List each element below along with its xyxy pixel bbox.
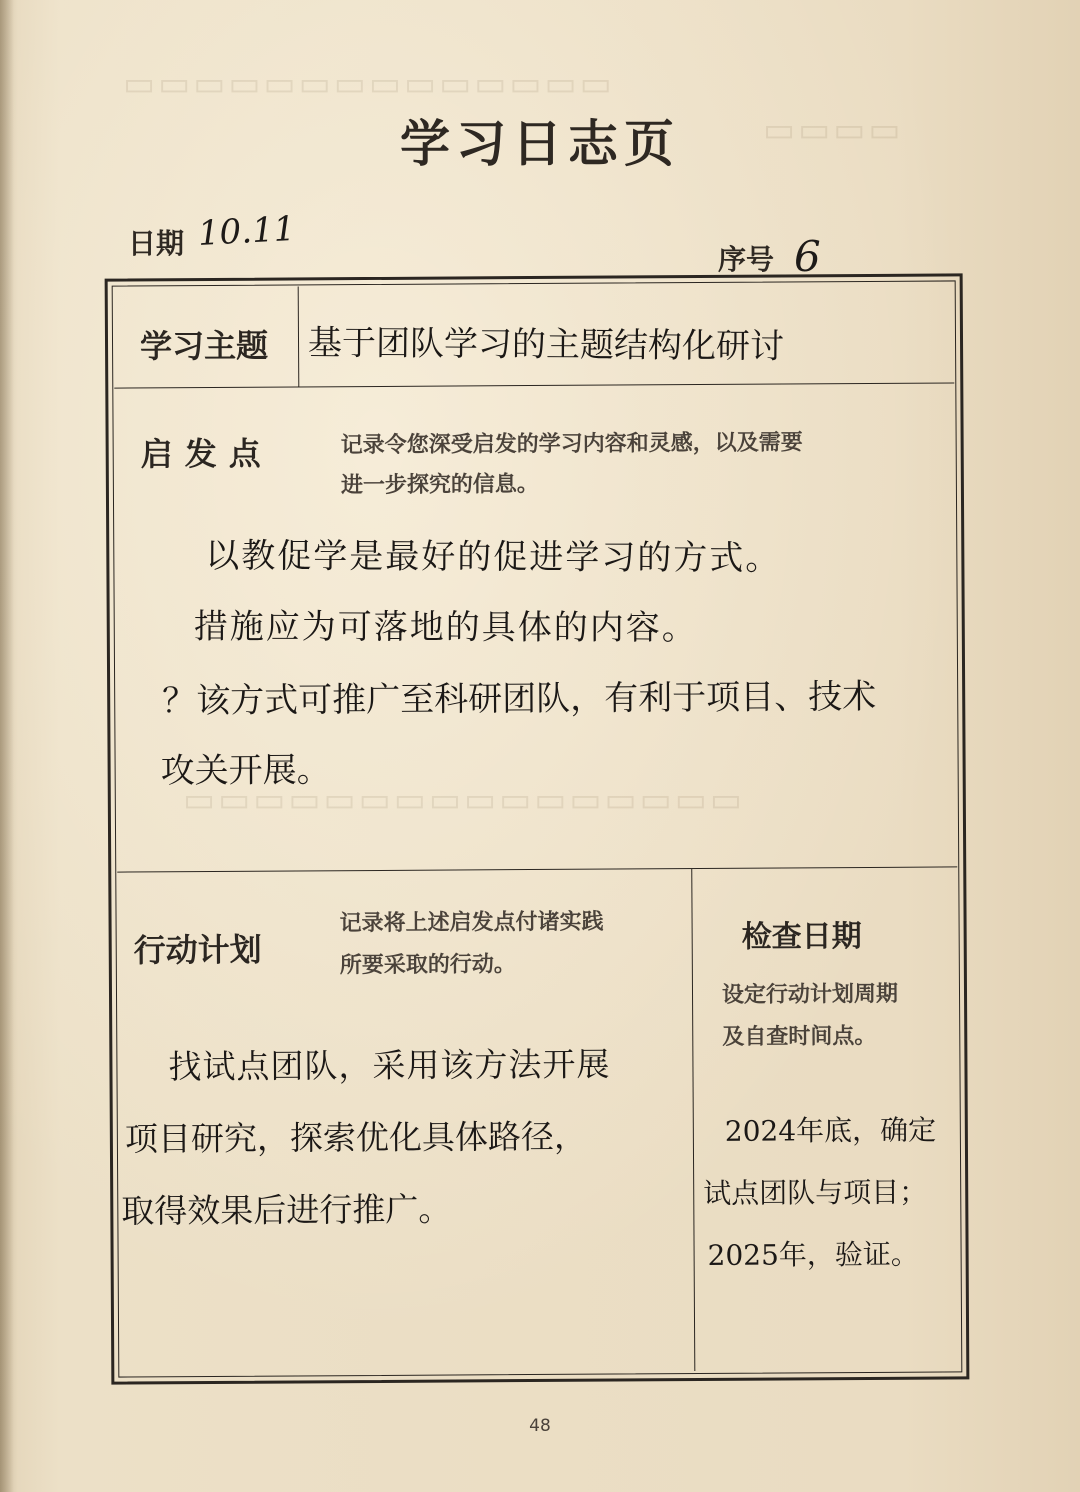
check-date-line-2: 试点团队与项目；	[703, 1175, 928, 1210]
action-plan-line-3: 取得效果后进行推广。	[121, 1189, 452, 1231]
seq-label: 序号	[718, 243, 775, 276]
action-plan-label: 行动计划	[133, 930, 262, 970]
action-plan-hint-line-1: 记录将上述启发点付诸实践	[339, 909, 604, 937]
bleed-through-decoration: ▭▭▭▭	[760, 110, 901, 150]
action-plan-hint-line-2: 所要采取的行动。	[339, 952, 516, 979]
topic-value: 基于团队学习的主题结构化研讨	[307, 323, 785, 367]
check-date-hint-line-1: 设定行动计划周期	[721, 981, 899, 1008]
bleed-through-decoration: ▭▭▭▭▭▭▭▭▭▭▭▭▭▭▭▭	[180, 780, 742, 820]
inspiration-hint-line-1: 记录令您深受启发的学习内容和灵感，以及需要	[340, 430, 803, 459]
check-date-hint-line-2: 及自查时间点。	[722, 1023, 877, 1050]
check-date-line-3: 2025年，验证。	[707, 1237, 919, 1272]
action-plan-line-1: 找试点团队，采用该方法开展	[168, 1044, 611, 1087]
date-label: 日期	[128, 227, 185, 260]
check-date-line-1: 2024年底，确定	[724, 1113, 937, 1148]
topic-label: 学习主题	[139, 326, 269, 366]
inspiration-line-3: ？该方式可推广至科研团队，有利于项目、技术	[162, 676, 877, 722]
action-plan-line-2: 项目研究，探索优化具体路径，	[124, 1116, 587, 1159]
inspiration-label: 启发点	[140, 434, 273, 474]
inspiration-hint-line-2: 进一步探究的信息。	[340, 471, 539, 499]
page-number: 48	[529, 1416, 551, 1436]
check-date-label: 检查日期	[741, 919, 862, 955]
inspiration-line-2: 措施应为可落地的具体的内容。	[193, 606, 698, 649]
bleed-through-decoration: ▭▭▭▭▭▭▭▭▭▭▭▭▭▭	[120, 64, 612, 104]
seq-value: 6	[794, 232, 821, 281]
inspiration-line-4: 攻关开展。	[160, 750, 331, 792]
inspiration-line-1: 以教促学是最好的促进学习的方式。	[205, 536, 782, 579]
page-title: 学习日志页	[400, 115, 680, 173]
date-value: 10.11	[196, 208, 297, 254]
log-table	[105, 273, 970, 1384]
binding-shadow	[0, 0, 14, 1492]
